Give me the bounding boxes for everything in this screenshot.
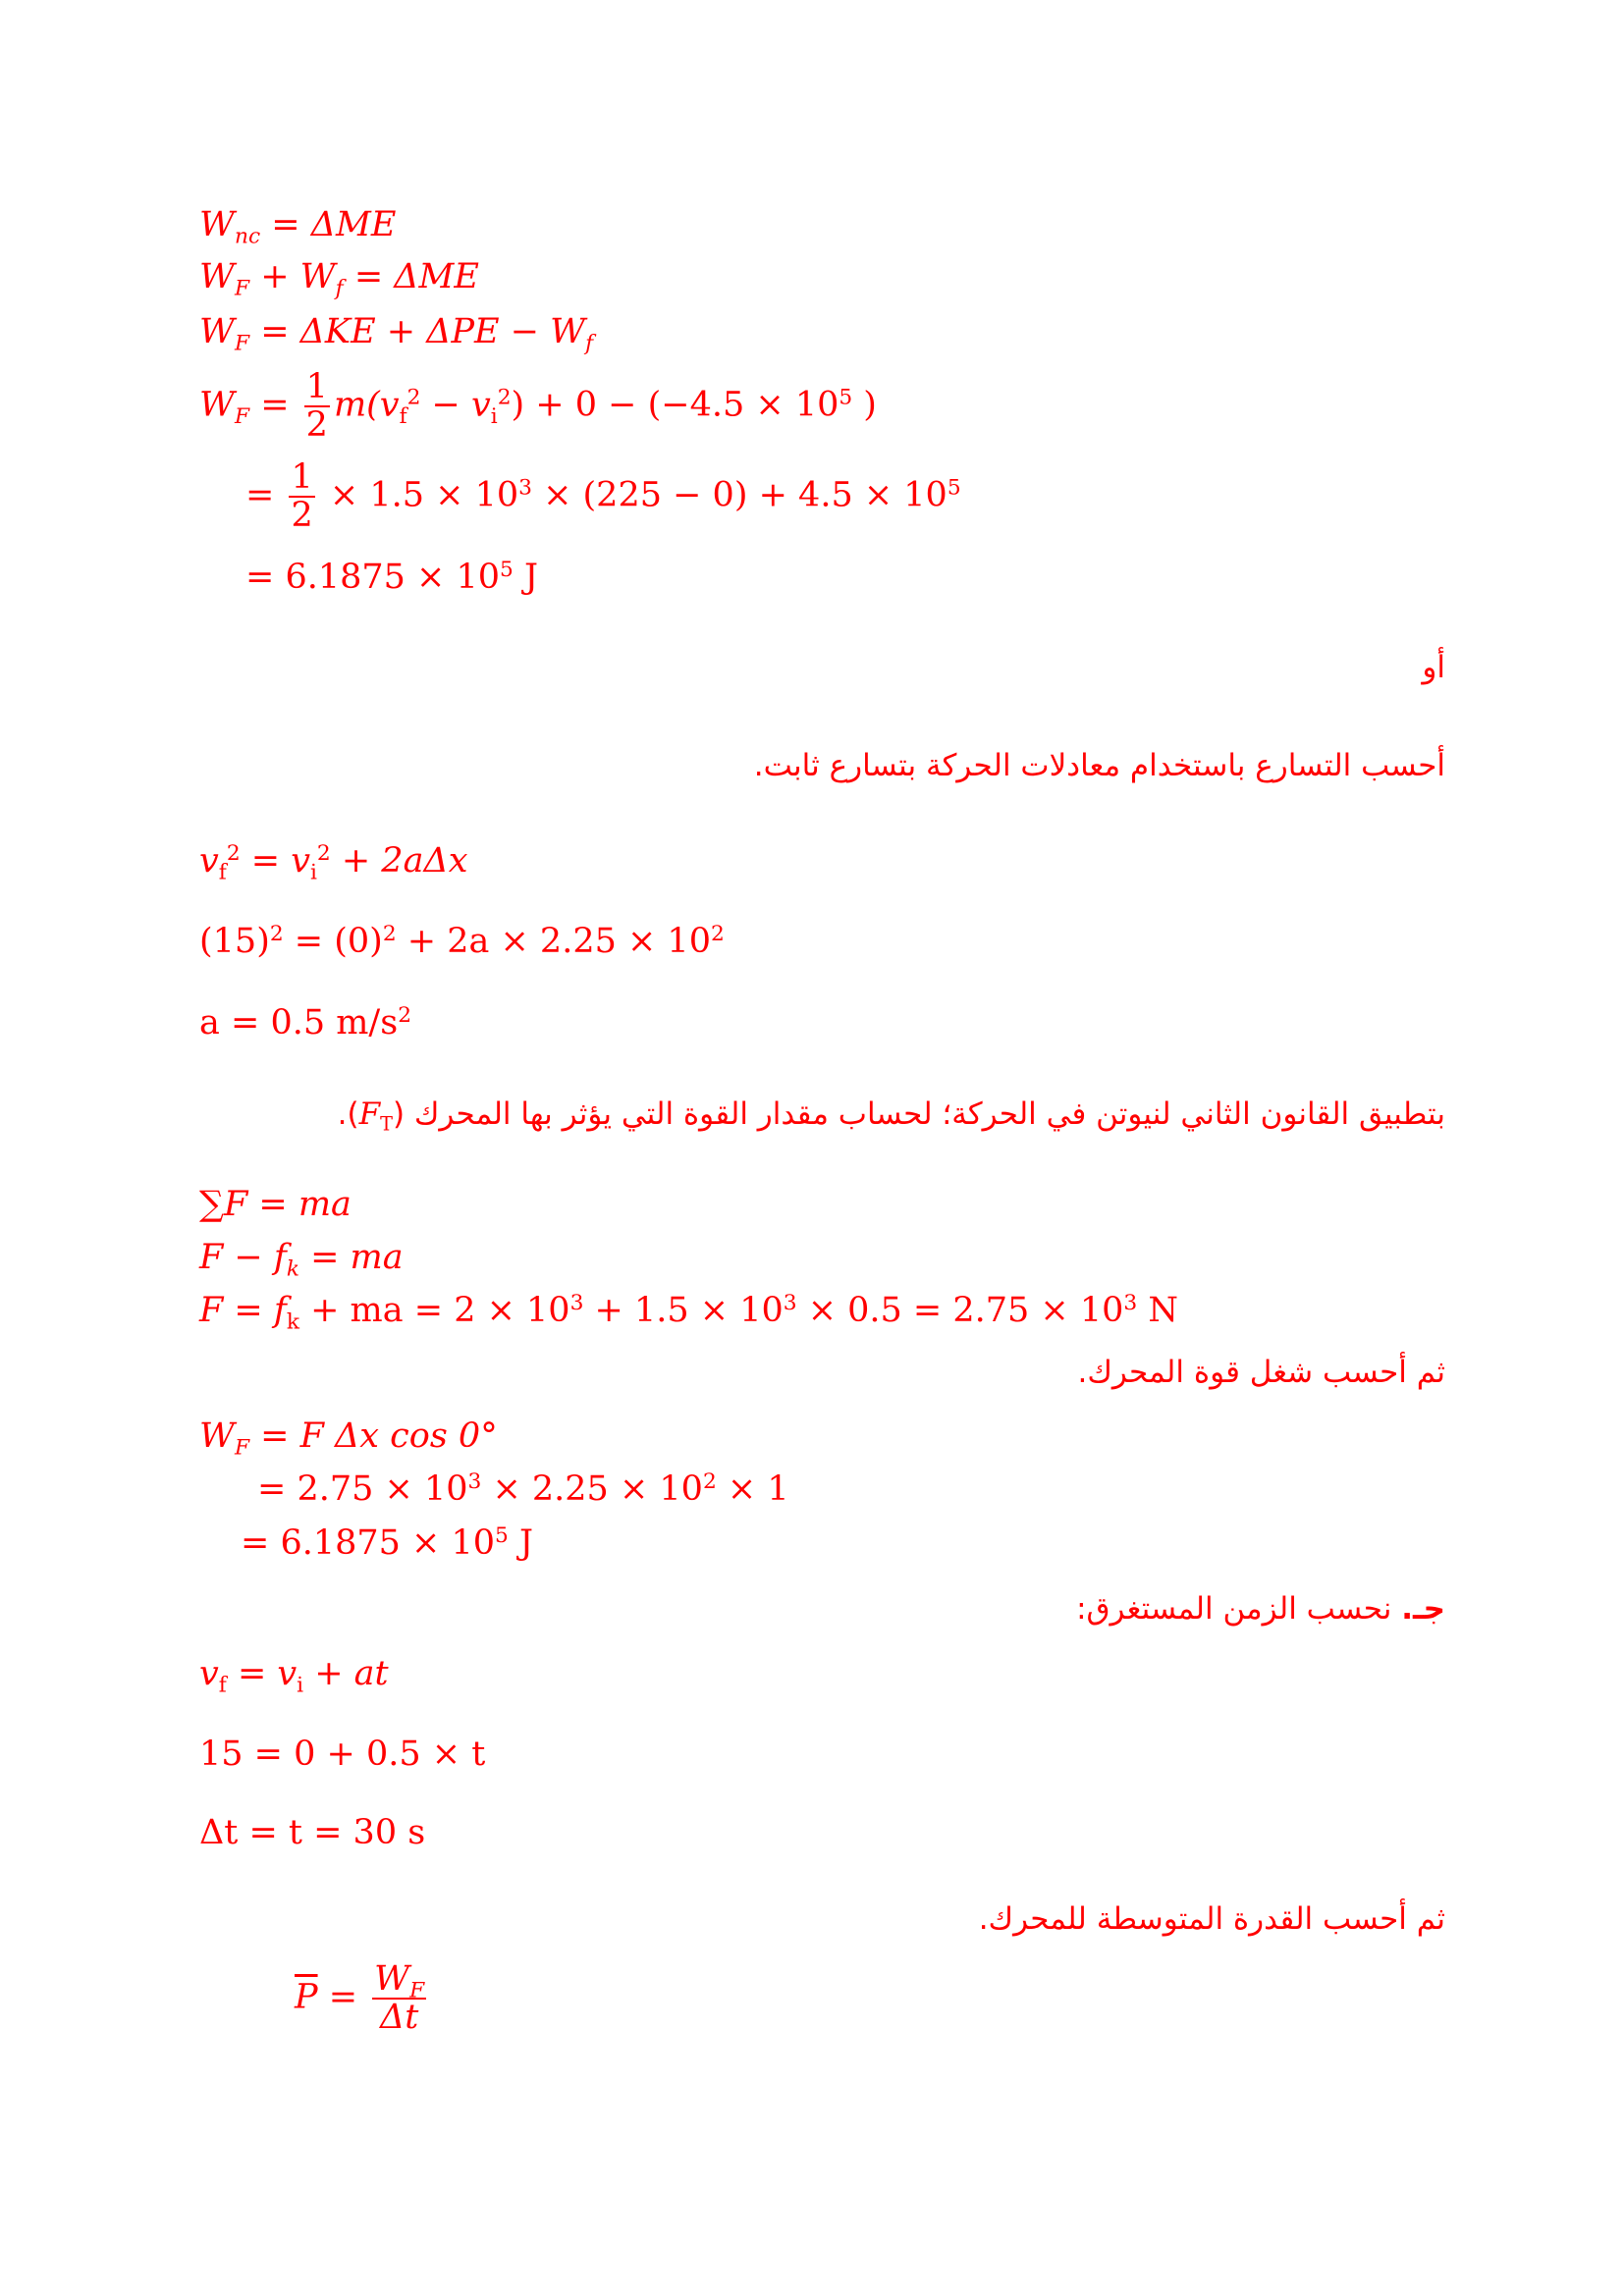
eq-m-open: m(v [333,385,400,425]
eq-e1: 3 [467,1469,482,1495]
eq-newton: ∑F = ma [199,1185,352,1224]
eq-close: ) [852,385,877,425]
eq-w: W [374,1959,410,1999]
eq-mid: × (225 − 0) + 4.5 × 10 [531,475,947,515]
acceleration-intro: أحسب التسارع باستخدام معادلات الحركة بتسارع ثابت. [753,748,1445,783]
eq-body: = 6.1875 × 10 [245,558,501,597]
eq-e: 5 [495,1523,509,1549]
eq-rhs: = ΔME [353,257,479,296]
eq-sub-vi: i [490,403,498,429]
eq-d: × 0.5 = 2.75 × 10 [796,1291,1124,1330]
eq-equals: = [328,1977,358,2017]
newton-intro-f: F [358,1096,381,1132]
eq-sub-f: f [218,860,227,885]
eq-work-numeric [257,1469,789,1509]
eq-symbol-w: W [199,312,235,351]
eq-sup2: 2 [316,841,331,867]
part-c-text: نحسب الزمن المستغرق: [1076,1591,1402,1627]
eq-rest: + at [303,1654,389,1693]
eq-e3: 2 [710,922,725,947]
newton-intro [337,1096,1445,1136]
eq-sub-f: F [409,1978,425,2003]
eq-minus-vi: − v [420,385,491,425]
fraction-denominator: Δt [380,1997,419,2037]
eq-sup-vf: 2 [406,385,421,410]
eq-newton-sum [199,1185,352,1224]
eq-equals: = [245,475,275,515]
eq-wf-kinetic [199,369,877,444]
eq-sup-vi: 2 [497,385,512,410]
eq-wf-delta [199,312,594,356]
eq-kinematic-sub [199,922,725,961]
eq-body: × 1.5 × 10 [329,475,519,515]
fraction-power [372,1961,426,2036]
eq-rhs: = ΔKE + ΔPE − W [260,312,586,351]
eq-sub-f: F [234,403,250,429]
eq-e3: 3 [1123,1291,1138,1316]
eq-b: × 2.25 × 10 [481,1469,703,1509]
eq-symbol-w: W [199,385,235,425]
eq-sub-f: F [234,331,250,356]
part-c-letter: جـ. [1401,1591,1445,1627]
eq-sub-f-small: f [585,331,594,356]
power-intro: ثم أحسب القدرة المتوسطة للمحرك. [978,1901,1445,1937]
eq-plus: + [260,257,290,296]
eq-unit: N [1137,1291,1178,1330]
newton-intro-text: بتطبيق القانون الثاني لنيوتن في الحركة؛ لحساب مقدار القوة التي يؤثر بها المحرك ( [392,1096,1445,1132]
eq-unit: J [508,1523,533,1563]
or-label: أو [1422,650,1445,685]
eq-newton-friction [199,1238,404,1282]
eq-a: F − f [199,1238,287,1277]
eq-time-result [199,1813,426,1852]
fraction-half [289,459,314,534]
eq-unit: J [513,558,538,597]
eq-v: v [199,841,219,881]
eq-b: = ma [298,1238,404,1277]
eq-wf-plus-wf [199,257,479,301]
eq-power [295,1961,430,2036]
eq-mid: = v [226,1654,298,1693]
eq-a: = 6.1875 × 10 [241,1523,496,1563]
eq-acceleration-result [199,1003,411,1042]
eq-e2: 2 [702,1469,717,1495]
work-intro: ثم أحسب شغل قوة المحرك. [1077,1355,1445,1390]
eq-sub-i: i [297,1673,304,1698]
eq-e1: 2 [269,922,284,947]
eq-exp1: 3 [518,475,532,501]
eq-sub-f-small: f [335,276,344,301]
eq-time: Δt = t = 30 s [199,1813,426,1852]
eq-e2: 3 [783,1291,797,1316]
eq-sub-f: F [234,1435,250,1461]
eq-p-bar: $\overline{P}$ [295,1977,318,2017]
eq-symbol-w: W [199,1416,235,1456]
eq-newton-force [199,1291,1178,1335]
eq-sub-f: F [234,276,250,301]
eq-exp2: 5 [947,475,961,501]
eq-kinematic [199,841,468,885]
part-c-heading [1076,1591,1445,1627]
eq-symbol-w2: W [299,257,336,296]
eq-wf-numeric [245,459,961,534]
eq-mid: = v [240,841,310,881]
fraction-denominator: 2 [291,495,313,535]
eq-e1: 3 [569,1291,584,1316]
eq-a: = 2.75 × 10 [257,1469,468,1509]
eq-exp: 5 [500,558,514,583]
eq-time-sub [199,1737,485,1772]
eq-b: + ma = 2 × 10 [298,1291,570,1330]
fraction-half [304,369,330,444]
eq-c: + 1.5 × 10 [583,1291,784,1330]
eq-c: + 2a × 2.25 × 10 [396,922,711,961]
eq-rhs: = F Δx cos 0° [249,1416,498,1456]
eq-rest: ) + 0 − (−4.5 × 10 [511,385,839,425]
newton-intro-t: T [380,1112,393,1136]
eq-sub-nc: nc [234,224,261,249]
eq-sub-f: f [218,1673,227,1698]
eq-rhs: = ΔME [271,205,397,244]
eq-c: × 1 [716,1469,789,1509]
newton-intro-end: ). [337,1096,359,1132]
eq-wf-result [245,558,538,597]
eq-sup: 2 [226,841,241,867]
eq-b: = (0) [283,922,383,961]
eq-v: v [199,1654,219,1693]
eq-time: 15 = 0 + 0.5 × t [199,1735,486,1774]
eq-rest: + 2aΔx [330,841,468,881]
eq-symbol-w: W [199,205,235,244]
eq-work-def [199,1416,498,1461]
eq-e: 2 [398,1003,411,1029]
eq-sub-vf: f [399,403,407,429]
eq-a: F = f [199,1291,287,1330]
eq-sub-i: i [309,860,317,885]
fraction-numerator: 1 [305,367,328,406]
eq-a: (15) [199,922,270,961]
eq-e2: 2 [382,922,397,947]
eq-wnc [199,205,397,249]
eq-exp: 5 [839,385,853,410]
fraction-numerator [372,1959,426,2003]
eq-sub-k: k [286,1309,299,1335]
eq-a: a = 0.5 m/s [199,1003,399,1042]
eq-work-result [241,1523,533,1563]
fraction-numerator: 1 [291,457,313,497]
eq-velocity-time [199,1654,389,1698]
eq-sub-k: k [286,1256,299,1282]
eq-equals: = [260,385,290,425]
eq-symbol-w: W [199,257,235,296]
fraction-denominator: 2 [305,404,328,445]
